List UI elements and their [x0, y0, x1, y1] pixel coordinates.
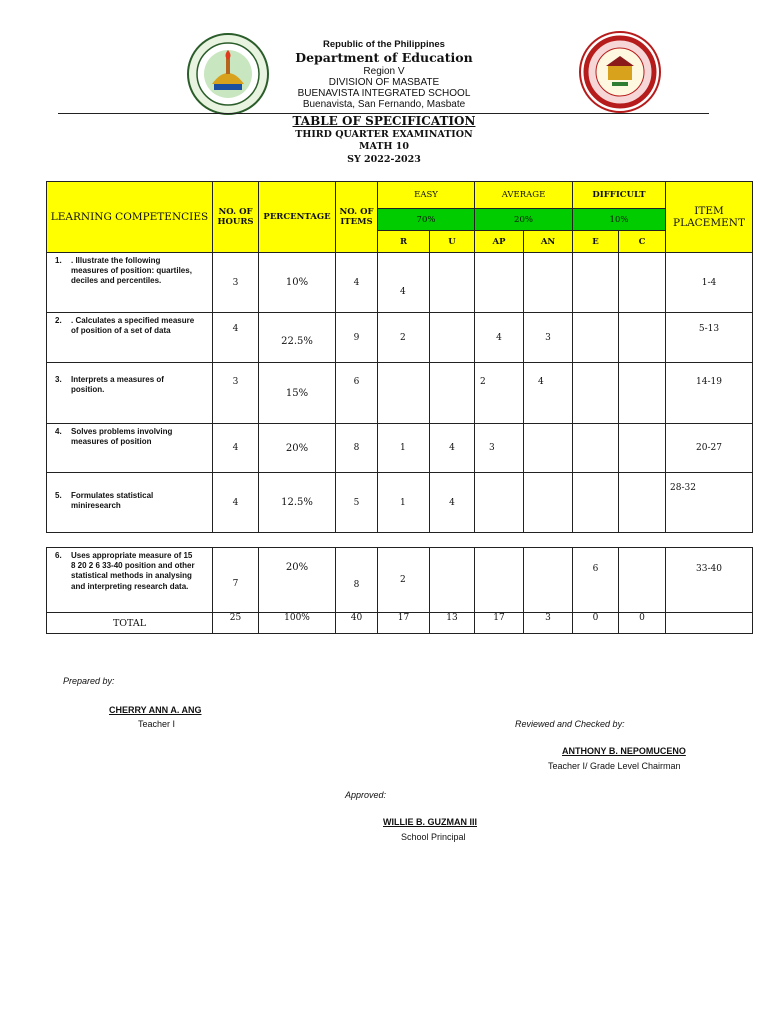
difficult-pct: 10% — [573, 209, 666, 231]
header-c: C — [619, 231, 666, 253]
percentage-cell: 22.5% — [259, 313, 336, 363]
header-percentage: PERCENTAGE — [259, 182, 336, 253]
u-cell: 4 — [430, 424, 475, 473]
total-placement — [666, 613, 753, 634]
region-line: Region V — [363, 66, 405, 77]
e-cell — [573, 473, 619, 533]
an-cell: 3 — [524, 313, 573, 363]
items-cell: 8 — [336, 424, 378, 473]
r-cell: 1 — [378, 424, 430, 473]
prepared-title: Teacher I — [138, 719, 176, 729]
total-an: 3 — [524, 613, 573, 634]
table-row — [47, 363, 753, 424]
tos-table-continued — [46, 547, 753, 634]
reviewed-title: Teacher I/ Grade Level Chairman — [548, 761, 681, 771]
percentage-cell: 20% — [259, 548, 336, 613]
placement-cell: 20-27 — [666, 424, 753, 473]
u-cell — [430, 548, 475, 613]
percentage-cell: 15% — [259, 363, 336, 424]
total-items: 40 — [336, 613, 378, 634]
header-competencies: LEARNING COMPETENCIES — [47, 182, 213, 253]
row-number: 1. — [55, 256, 62, 265]
c-cell — [619, 363, 666, 424]
e-cell — [573, 424, 619, 473]
items-cell: 5 — [336, 473, 378, 533]
total-row — [47, 613, 753, 634]
header-r: R — [378, 231, 430, 253]
competency-text: Uses appropriate measure of 15 8 20 2 6 33-40 position and other statistical methods in analysing and interpreting research data. — [71, 551, 195, 591]
hours-cell: 7 — [213, 548, 259, 613]
table-row — [47, 424, 753, 473]
r-cell — [378, 363, 430, 424]
hours-cell: 3 — [213, 253, 259, 313]
competency-cell — [47, 313, 213, 363]
approved-name: WILLIE B. GUZMAN III — [383, 817, 477, 827]
percentage-cell: 20% — [259, 424, 336, 473]
total-e: 0 — [573, 613, 619, 634]
r-cell: 2 — [378, 313, 430, 363]
items-cell: 9 — [336, 313, 378, 363]
republic-line: Republic of the Philippines — [323, 39, 445, 50]
total-r: 17 — [378, 613, 430, 634]
placement-cell: 28-32 — [666, 473, 753, 533]
competency-text: Interprets a measures of position. — [71, 375, 164, 395]
items-cell: 4 — [336, 253, 378, 313]
table-row — [47, 548, 753, 613]
prepared-name: CHERRY ANN A. ANG — [109, 705, 202, 715]
hours-cell: 4 — [213, 313, 259, 363]
average-pct: 20% — [475, 209, 573, 231]
e-cell — [573, 253, 619, 313]
header-u: U — [430, 231, 475, 253]
header-hours: NO. OF HOURS — [213, 182, 259, 253]
prepared-label: Prepared by: — [63, 676, 115, 686]
ap-cell — [475, 473, 524, 533]
hours-cell: 4 — [213, 473, 259, 533]
u-cell — [430, 363, 475, 424]
competency-text: . Illustrate the following measures of position: quartiles, deciles and percentiles. — [71, 256, 192, 286]
approved-label: Approved: — [345, 790, 387, 800]
row-number: 3. — [55, 375, 62, 384]
competency-cell — [47, 548, 213, 613]
an-cell — [524, 253, 573, 313]
ap-cell: 3 — [475, 424, 524, 473]
ap-cell: 2 — [475, 363, 524, 424]
hours-cell: 3 — [213, 363, 259, 424]
table-row — [47, 313, 753, 363]
ap-cell: 4 — [475, 313, 524, 363]
header-difficult: DIFFICULT — [573, 182, 666, 209]
competency-cell — [47, 253, 213, 313]
competency-text: Formulates statistical miniresearch — [71, 491, 154, 511]
competency-text: Solves problems involving measures of position — [71, 427, 173, 447]
header-ap: AP — [475, 231, 524, 253]
c-cell — [619, 253, 666, 313]
row-number: 4. — [55, 427, 62, 436]
total-ap: 17 — [475, 613, 524, 634]
r-cell: 2 — [378, 548, 430, 613]
competency-cell — [47, 473, 213, 533]
u-cell — [430, 313, 475, 363]
row-number: 6. — [55, 551, 62, 560]
exam-title: THIRD QUARTER EXAMINATION — [295, 129, 473, 140]
address-line: Buenavista, San Fernando, Masbate — [302, 99, 466, 110]
sy-title: SY 2022-2023 — [347, 154, 421, 165]
total-label: TOTAL — [47, 613, 213, 634]
u-cell — [430, 253, 475, 313]
e-cell: 6 — [573, 548, 619, 613]
e-cell — [573, 313, 619, 363]
reviewed-name: ANTHONY B. NEPOMUCENO — [562, 746, 686, 756]
e-cell — [573, 363, 619, 424]
u-cell: 4 — [430, 473, 475, 533]
c-cell — [619, 548, 666, 613]
approved-title: School Principal — [401, 832, 466, 842]
header-an: AN — [524, 231, 573, 253]
easy-pct: 70% — [378, 209, 475, 231]
an-cell — [524, 473, 573, 533]
doc-title: TABLE OF SPECIFICATION — [292, 114, 476, 128]
total-percentage: 100% — [259, 613, 336, 634]
an-cell: 4 — [524, 363, 573, 424]
c-cell — [619, 313, 666, 363]
row-number: 5. — [55, 491, 62, 500]
placement-cell: 33-40 — [666, 548, 753, 613]
table-row — [47, 473, 753, 533]
c-cell — [619, 424, 666, 473]
total-u: 13 — [430, 613, 475, 634]
items-cell: 8 — [336, 548, 378, 613]
header-e: E — [573, 231, 619, 253]
total-c: 0 — [619, 613, 666, 634]
total-hours: 25 — [213, 613, 259, 634]
r-cell: 4 — [378, 253, 430, 313]
school-line: BUENAVISTA INTEGRATED SCHOOL — [297, 88, 471, 99]
an-cell — [524, 548, 573, 613]
competency-cell — [47, 363, 213, 424]
hours-cell: 4 — [213, 424, 259, 473]
reviewed-label: Reviewed and Checked by: — [515, 719, 625, 729]
placement-cell: 14-19 — [666, 363, 753, 424]
competency-cell — [47, 424, 213, 473]
ap-cell — [475, 253, 524, 313]
placement-cell: 1-4 — [666, 253, 753, 313]
placement-cell: 5-13 — [666, 313, 753, 363]
tos-table-main — [46, 181, 753, 533]
header-placement: ITEM PLACEMENT — [666, 182, 753, 253]
row-number: 2. — [55, 316, 62, 325]
percentage-cell: 12.5% — [259, 473, 336, 533]
subject-title: MATH 10 — [359, 141, 409, 152]
items-cell: 6 — [336, 363, 378, 424]
c-cell — [619, 473, 666, 533]
competency-text: . Calculates a specified measure of position of a set of data — [71, 316, 195, 336]
r-cell: 1 — [378, 473, 430, 533]
header-easy: EASY — [378, 182, 475, 209]
percentage-cell: 10% — [259, 253, 336, 313]
table-row — [47, 253, 753, 313]
an-cell — [524, 424, 573, 473]
ap-cell — [475, 548, 524, 613]
department-line: Department of Education — [295, 50, 473, 65]
division-line: DIVISION OF MASBATE — [328, 77, 440, 88]
header-average: AVERAGE — [475, 182, 573, 209]
header-items: NO. OF ITEMS — [336, 182, 378, 253]
